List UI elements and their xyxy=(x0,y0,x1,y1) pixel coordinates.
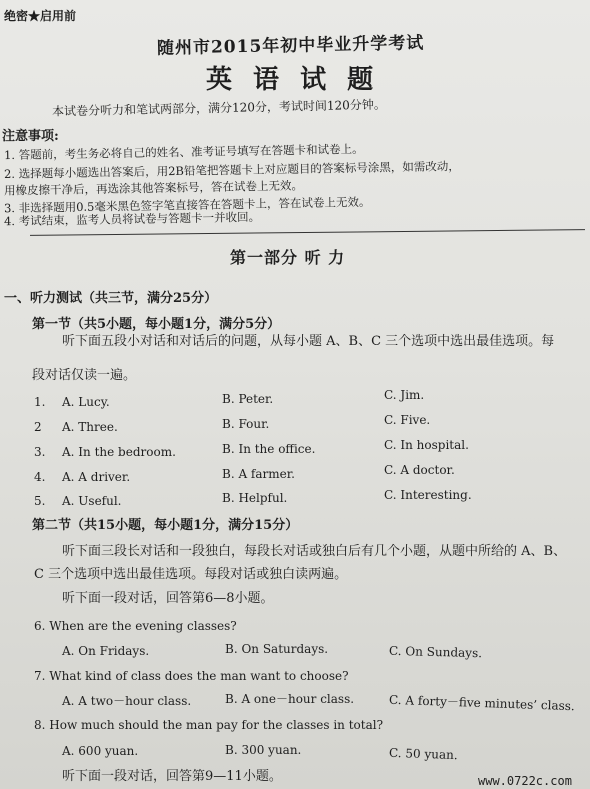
sec1-heading: 第一节（共5小题，每小题1分，满分5分） xyxy=(32,317,281,332)
part-title: 第一部分 听 力 xyxy=(230,248,346,267)
option-c: C. A forty－five minutes’ class. xyxy=(388,692,575,714)
question-number: 4. xyxy=(34,470,46,484)
option-c: C. Jim. xyxy=(384,388,425,402)
option-a: A. Lucy. xyxy=(62,395,110,409)
option-b: B. A one－hour class. xyxy=(225,692,355,706)
option-c: C. In hospital. xyxy=(384,438,469,452)
question-number: 2 xyxy=(34,420,42,434)
confidential-mark: 绝密★启用前 xyxy=(4,9,77,23)
option-c: C. On Sundays. xyxy=(388,643,483,661)
dialogue-lead-9-11: 听下面一段对话，回答第9—11小题。 xyxy=(62,769,282,784)
exam-title: 随州市2015年初中毕业升学考试 xyxy=(156,33,425,59)
question-number: 3. xyxy=(34,445,46,459)
site-watermark: www.0722c.com xyxy=(478,774,572,788)
sec1-instruction-line1: 听下面五段小对话和对话后的问题，从每小题 A、B、C 三个选项中选出最佳选项。每 xyxy=(62,334,555,349)
notice-item-3: 3. 非选择题用0.5毫米黑色签字笔直接答在答题卡上，答在试卷上无效。 xyxy=(3,194,371,216)
notice-item-2-continued: 用橡皮擦干净后，再选涂其他答案标号，答在试卷上无效。 xyxy=(3,178,304,198)
question-number: 1. xyxy=(34,395,46,409)
option-b: B. In the office. xyxy=(222,442,316,456)
exam-intro: 本试卷分听力和笔试两部分，满分120分，考试时间120分钟。 xyxy=(51,97,386,119)
option-b: B. Peter. xyxy=(222,392,274,406)
sec1-instruction-line2: 段对话仅读一遍。 xyxy=(32,368,137,383)
option-b: B. Helpful. xyxy=(222,491,288,505)
dialogue-lead-6-8: 听下面一段对话，回答第6—8小题。 xyxy=(62,591,274,606)
option-a: A. Useful. xyxy=(62,494,122,508)
section-heading: 一、听力测试（共三节，满分25分） xyxy=(4,291,218,306)
divider-line xyxy=(30,229,585,236)
notice-item-4: 4. 考试结束，监考人员将试卷与答题卡一并收回。 xyxy=(3,209,261,229)
option-b: B. A farmer. xyxy=(222,467,295,481)
sec2-instruction-line2: C 三个选项中选出最佳选项。每段对话或独白读两遍。 xyxy=(34,567,348,582)
subject-title: 英 语 试 题 xyxy=(206,65,380,95)
option-a: A. A driver. xyxy=(62,470,131,484)
question-stem: 8. How much should the man pay for the classes in total? xyxy=(34,718,384,732)
notice-item-1: 1. 答题前，考生务必将自己的姓名、准考证号填写在答题卡和试卷上。 xyxy=(3,141,364,163)
sec2-heading: 第二节（共15小题，每小题1分，满分15分） xyxy=(32,518,299,533)
notice-item-2: 2. 选择题每小题选出答案后，用2B铅笔把答题卡上对应题目的答案标号涂黑，如需改动， xyxy=(3,159,460,181)
option-c: C. 50 yuan. xyxy=(388,745,458,763)
option-b: B. 300 yuan. xyxy=(225,743,302,757)
option-b: B. On Saturdays. xyxy=(225,642,329,656)
option-a: A. Three. xyxy=(62,420,118,434)
option-c: C. A doctor. xyxy=(384,463,455,477)
option-a: A. A two－hour class. xyxy=(62,694,192,708)
option-a: A. In the bedroom. xyxy=(62,445,176,459)
question-stem: 6. When are the evening classes? xyxy=(34,619,237,633)
question-stem: 7. What kind of class does the man want to choose? xyxy=(34,669,349,683)
notice-heading: 注意事项: xyxy=(2,129,59,144)
question-number: 5. xyxy=(34,494,46,508)
option-a: A. 600 yuan. xyxy=(62,744,139,758)
option-c: C. Interesting. xyxy=(384,488,472,502)
sec2-instruction-line1: 听下面三段长对话和一段独白，每段长对话或独白后有几个小题，从题中所给的 A、B、 xyxy=(62,544,567,559)
option-a: A. On Fridays. xyxy=(62,644,150,658)
option-b: B. Four. xyxy=(222,417,270,431)
option-c: C. Five. xyxy=(384,413,431,427)
